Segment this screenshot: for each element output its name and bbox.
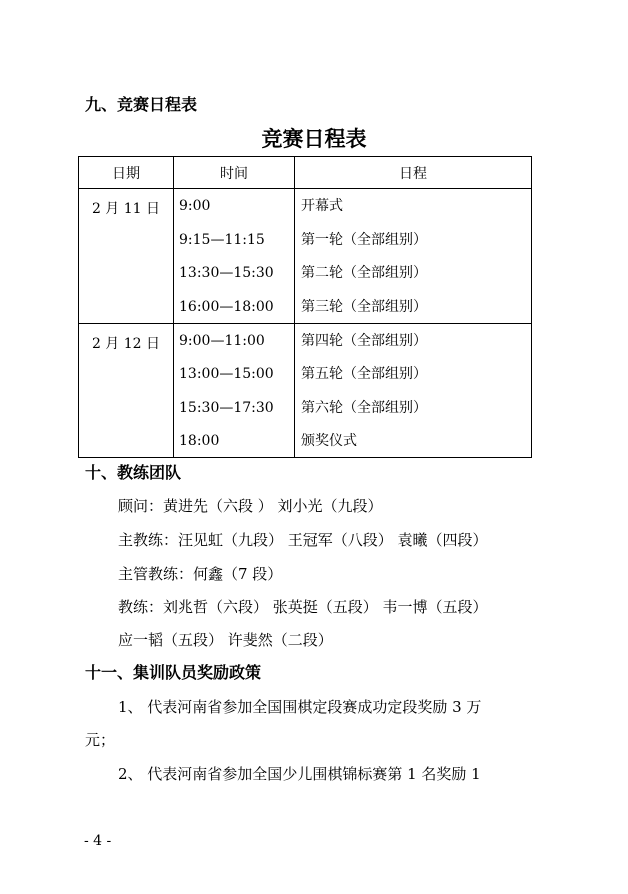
manager-coach-line: 主管教练：何鑫（7 段） [118, 565, 283, 583]
head-coaches-line: 主教练：汪见虹（九段） 王冠军（八段） 袁曦（四段） [118, 531, 488, 549]
time-slot: 16:00—18:00 [179, 298, 274, 315]
schedule-table [78, 156, 532, 458]
page-number: - 4 - [84, 833, 112, 849]
event-item: 第五轮（全部组别） [301, 366, 427, 382]
time-slot: 13:30—15:30 [179, 265, 274, 281]
table-row [79, 189, 532, 324]
event-cell [295, 323, 532, 458]
event-cell [295, 189, 532, 324]
date-cell: 2 月 11 日 [79, 189, 174, 324]
section-heading-rewards: 十一、集训队员奖励政策 [85, 663, 262, 682]
header-date: 日期 [79, 157, 174, 189]
event-item: 第二轮（全部组别） [301, 265, 427, 281]
advisors-line: 顾问：黄进先（六段 ） 刘小光（九段） [118, 497, 383, 515]
event-item: 第三轮（全部组别） [301, 298, 427, 315]
schedule-table-title: 竞赛日程表 [261, 127, 367, 151]
time-slot: 13:00—15:00 [179, 366, 274, 382]
header-event: 日程 [295, 157, 532, 189]
reward-item-1: 1、 代表河南省参加全国围棋定段赛成功定段奖励 3 万 [118, 698, 482, 716]
coaches-line: 教练：刘兆哲（六段） 张英挺（五段） 韦一博（五段） [118, 598, 488, 616]
event-item: 第六轮（全部组别） [301, 399, 427, 416]
header-time: 时间 [174, 157, 295, 189]
reward-item-2: 2、 代表河南省参加全国少儿围棋锦标赛第 1 名奖励 1 [118, 765, 481, 783]
time-slot: 15:30—17:30 [179, 399, 274, 416]
table-row [79, 323, 532, 458]
time-cell [174, 189, 295, 324]
coaches-line-continued: 应一韬（五段） 许斐然（二段） [118, 631, 333, 649]
time-slot: 18:00 [179, 433, 220, 449]
event-item: 颁奖仪式 [301, 433, 357, 449]
time-slot: 9:00 [179, 198, 211, 214]
time-slot: 9:15—11:15 [179, 231, 265, 248]
section-heading-schedule: 九、竞赛日程表 [85, 95, 198, 114]
section-heading-coaches: 十、教练团队 [85, 463, 182, 482]
reward-item-1-continued: 元； [85, 731, 116, 749]
time-slot: 9:00—11:00 [179, 332, 265, 349]
event-item: 第四轮（全部组别） [301, 332, 427, 349]
event-item: 第一轮（全部组别） [301, 231, 427, 248]
event-item: 开幕式 [301, 198, 343, 214]
table-header-row [79, 157, 532, 189]
time-cell [174, 323, 295, 458]
date-cell: 2 月 12 日 [79, 323, 174, 458]
